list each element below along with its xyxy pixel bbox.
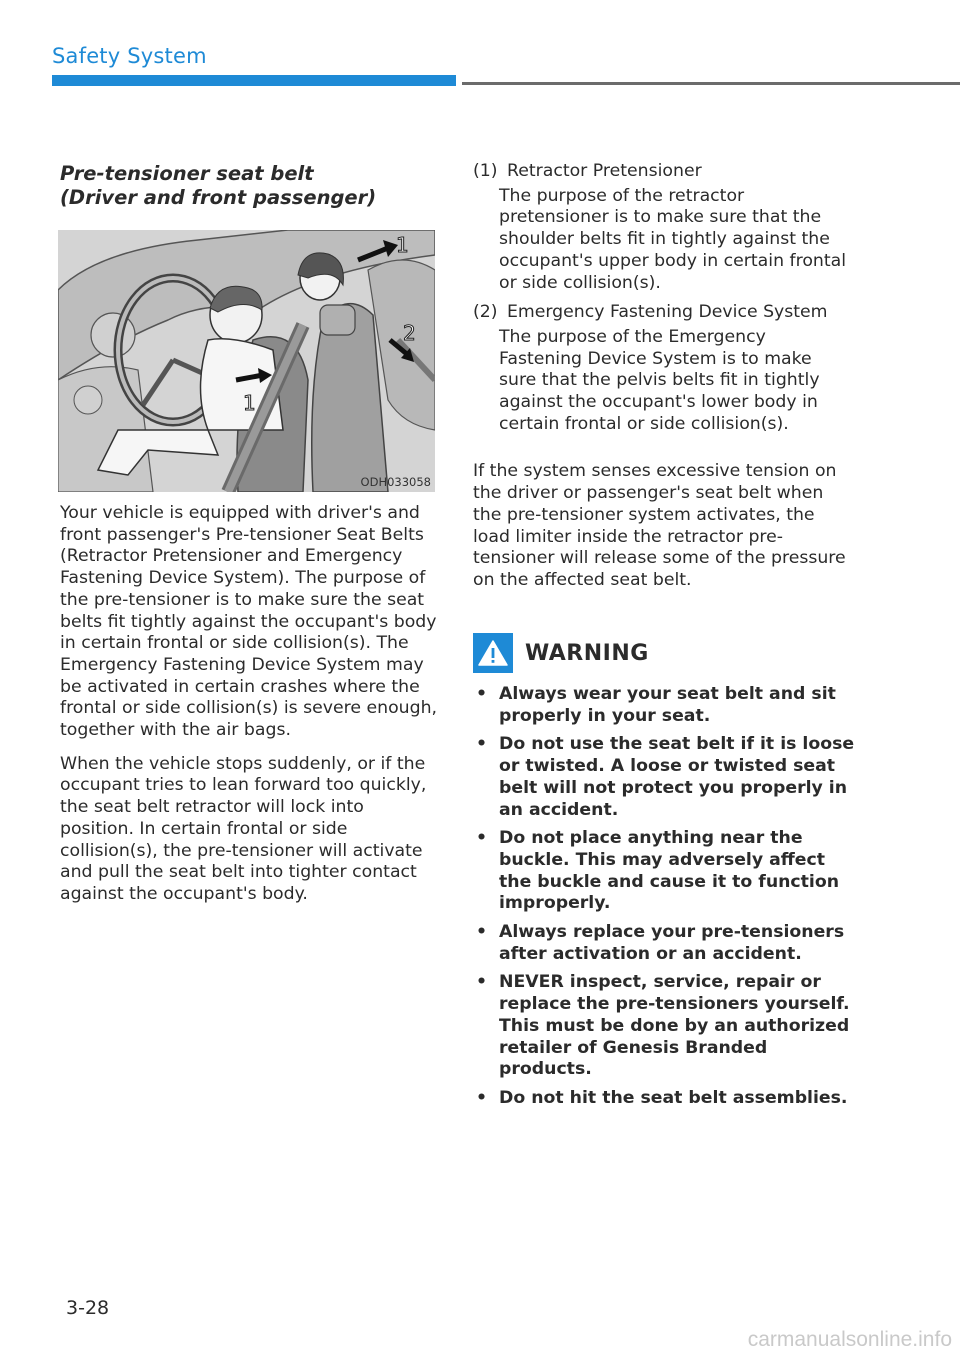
paragraph: If the system senses excessive tension on the driver or passenger's seat belt when the pre-tensioner system activates, the load limiter inside the retractor pre-tensioner will release some of the pressure on the affected seat belt. [473,461,846,590]
warning-text: NEVER inspect, service, repair or replace the pre-tensioners yourself. This must be done by an authorized retailer of Genesis Branded products. [499,972,850,1080]
figure-code: ODH033058 [360,475,431,489]
bullet: • [476,972,488,993]
paragraph: When the vehicle stops suddenly, or if the occupant tries to lean forward too quickly, the seat belt retractor will lock into position. In certain frontal or side collision(s), the pre-tensioner will activate and pull the seat belt into tighter contact against the occupant's body. [60,753,427,904]
warning-item [473,684,863,727]
warning-label: WARNING [525,640,649,666]
warning-item [473,922,863,965]
paragraph: Your vehicle is equipped with driver's and front passenger's Pre-tensioner Seat Belts (Retractor Pretensioner and Emergency Fastening Device System). The purpose of the pre-tensioner is to make sure the seat belts fit tightly against the occupant's body in certain frontal or side collision(s). The Emergency Fastening Device System may be activated in certain crashes where the frontal or side collision(s) is severe enough, together with the air bags. [60,503,438,741]
item-number: (1) [473,161,498,181]
warning-list [473,684,863,1110]
warning-box [473,632,863,1117]
warning-text: Do not hit the seat belt assemblies. [499,1087,848,1108]
header-rule [462,82,960,85]
list-item [473,302,853,435]
bullet: • [476,734,488,755]
section-title-line1: Pre-tensioner seat belt [60,162,314,185]
watermark: carmanualsonline.info [747,1328,952,1351]
section-title-line2: (Driver and front passenger) [60,186,377,209]
section-title [60,162,440,210]
warning-text: Always replace your pre-tensioners after activation or an accident. [499,922,845,964]
item-title: Retractor Pretensioner [507,161,702,181]
list-item [473,161,853,294]
bullet: • [476,828,488,849]
figure-label-1-top: 1 [396,233,409,257]
warning-item [473,1088,863,1110]
header-accent-bar [52,75,456,86]
bullet: • [476,922,488,943]
bullet: • [476,1087,488,1108]
item-body: The purpose of the Emergency Fastening Device System is to make sure that the pelvis belts fit in tightly against the occupant's lower body in certain frontal or side collision(s). [499,326,820,434]
section-header: Safety System [52,44,207,68]
right-column [473,161,853,592]
illustration-drawing [58,230,435,492]
figure-label-1-bottom: 1 [243,391,256,415]
item-number: (2) [473,302,498,323]
warning-text: Do not place anything near the buckle. This may adversely affect the buckle and cause it to function improperly. [499,828,840,914]
bullet: • [476,684,488,704]
pretensioner-illustration [58,230,435,492]
warning-item [473,972,863,1081]
item-body: The purpose of the retractor pretensioner is to make sure that the shoulder belts fit in tightly against the occupant's upper body in certain frontal or side collision(s). [499,185,847,293]
figure-label-2: 2 [403,321,416,345]
left-column [60,503,440,918]
warning-item [473,734,863,821]
warning-item [473,828,863,915]
warning-icon [473,633,513,673]
item-title: Emergency Fastening Device System [507,302,828,323]
page-number: 3-28 [66,1297,110,1319]
warning-text: Always wear your seat belt and sit properly in your seat. [499,684,836,726]
warning-text: Do not use the seat belt if it is loose or twisted. A loose or twisted seat belt will not protect you properly in an accident. [499,734,855,820]
